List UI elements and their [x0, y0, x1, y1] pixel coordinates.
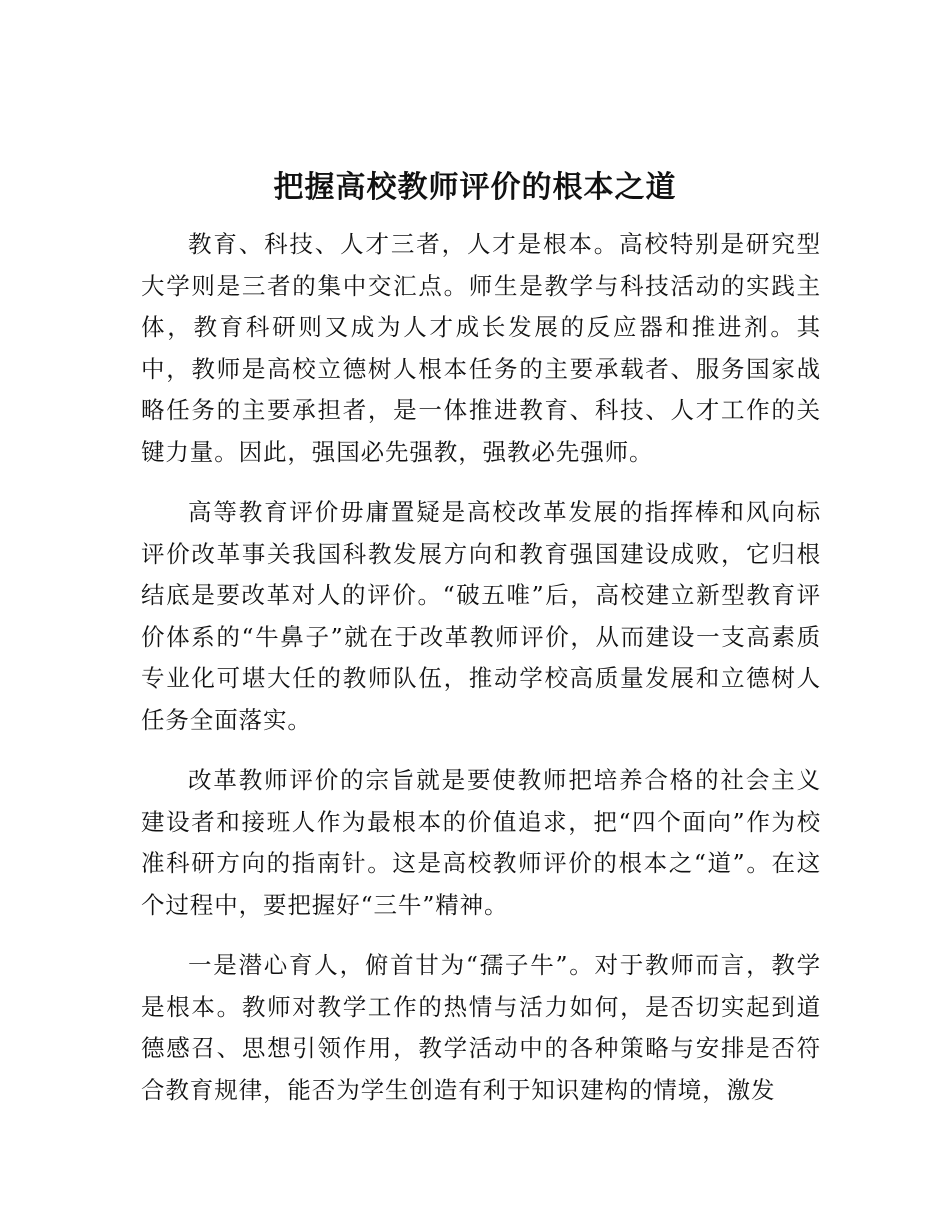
paragraph-1: 教育、科技、人才三者，人才是根本。高校特别是研究型大学则是三者的集中交汇点。师生是教学与科技活动的实践主体，教育科研则又成为人才成长发展的反应器和推进剂。其中，教师是高校立德树人根本任务的主要承载者、服务国家战略任务的主要承担者，是一体推进教育、科技、人才工作的关键力量。因此，强国必先强教，强教必先强师。: [141, 230, 821, 466]
document-title: 把握高校教师评价的根本之道: [273, 170, 677, 205]
paragraph-3: 改革教师评价的宗旨就是要使教师把培养合格的社会主义建设者和接班人作为最根本的价值追求，把“四个面向”作为校准科研方向的指南针。这是高校教师评价的根本之“道”。在这个过程中，要把握好“三牛”精神。: [141, 766, 821, 919]
paragraph-2: 高等教育评价毋庸置疑是高校改革发展的指挥棒和风向标评价改革事关我国科教发展方向和教育强国建设成败，它归根结底是要改革对人的评价。“破五唯”后，高校建立新型教育评价体系的“牛鼻子”就在于改革教师评价，从而建设一支高素质专业化可堪大任的教师队伍，推动学校高质量发展和立德树人任务全面落实。: [141, 498, 821, 734]
document-body: [141, 224, 821, 1130]
paragraph-4: 一是潜心育人，俯首甘为“孺子牛”。对于教师而言，教学是根本。教师对教学工作的热情与活力如何，是否切实起到道德感召、思想引领作用，教学活动中的各种策略与安排是否符合教育规律，能否为学生创造有利于知识建构的情境，激发: [141, 951, 821, 1104]
